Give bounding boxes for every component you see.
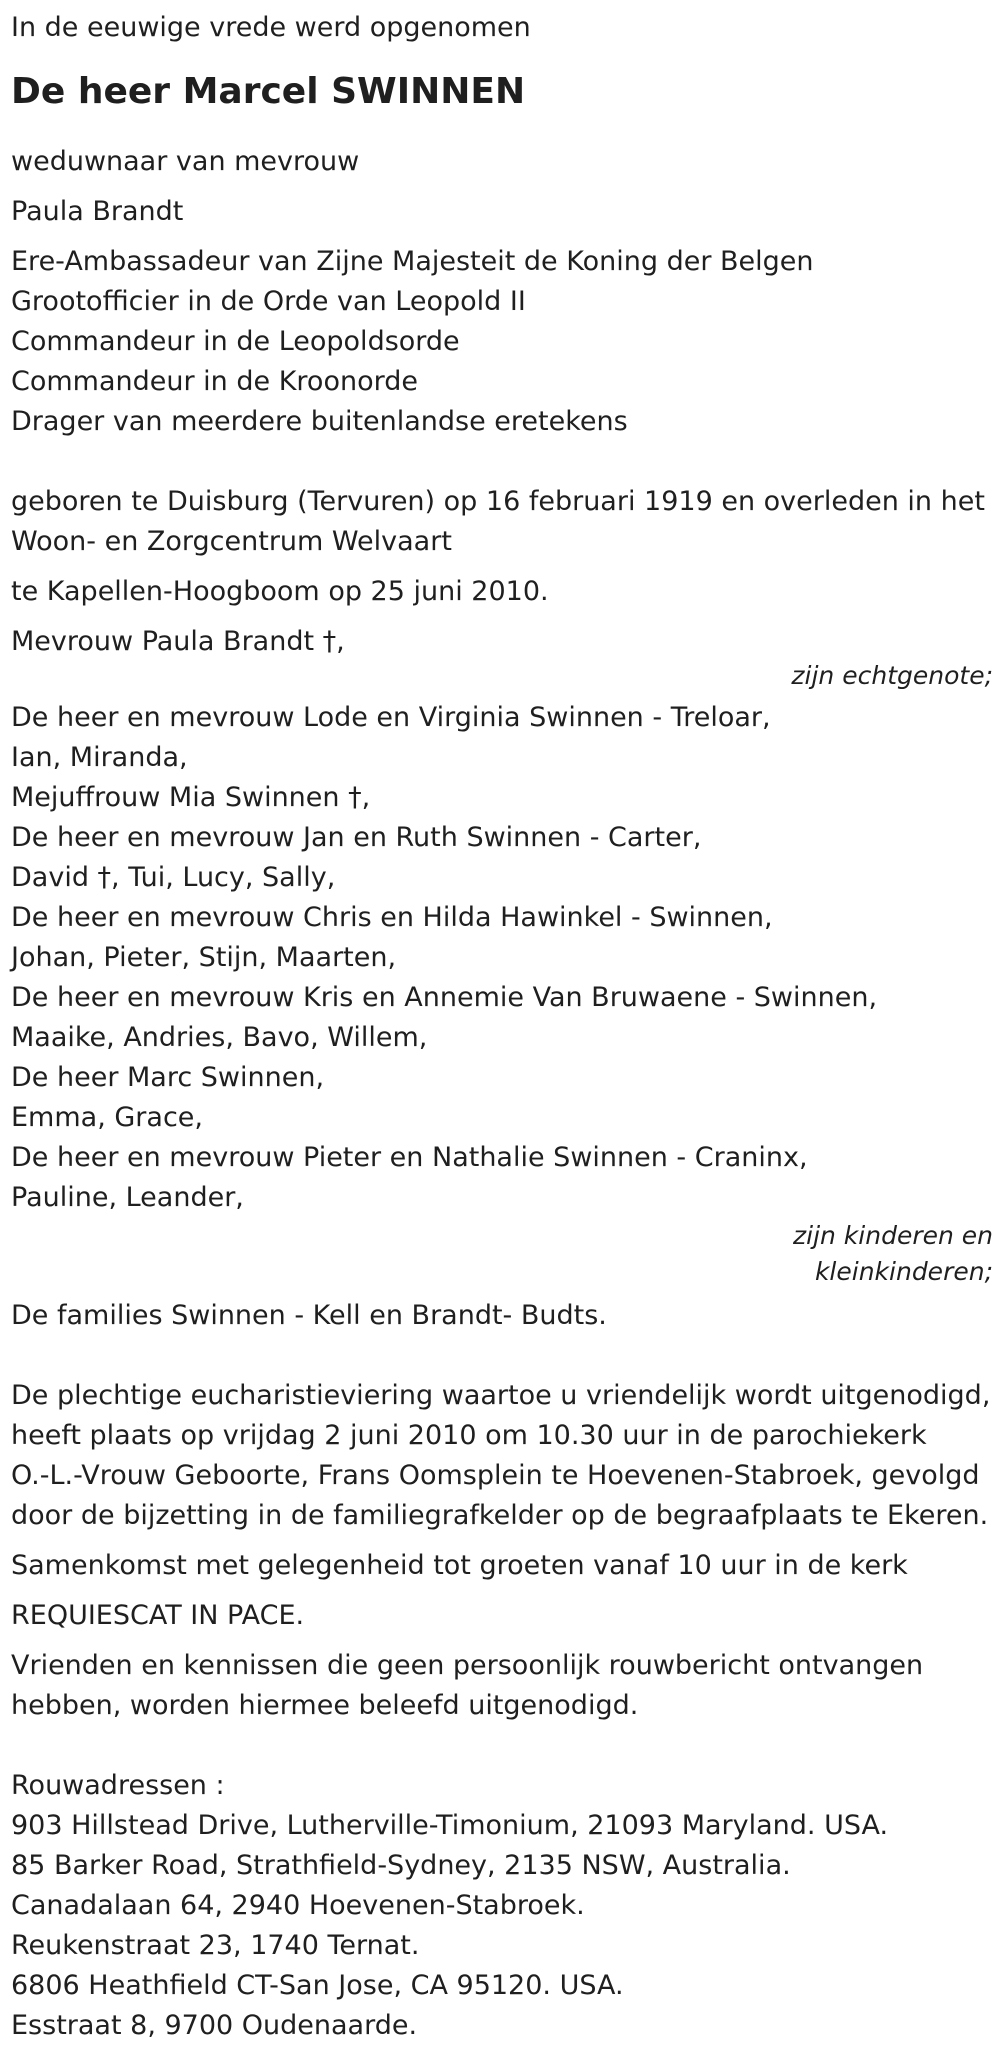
- honours-list: [11, 242, 993, 442]
- family-line: De heer Marc Swinnen,: [11, 1062, 325, 1093]
- address-line: 6806 Heathfield CT-San Jose, CA 95120. USA.: [11, 1970, 624, 2001]
- addresses-block: [11, 1766, 993, 2046]
- ceremony-line: De plechtige eucharistieviering waartoe u vriendelijk wordt uitgenodigd,: [11, 1380, 991, 1411]
- children-list: [11, 698, 993, 1218]
- honour-line: Ere-Ambassadeur van Zijne Majesteit de Koning der Belgen: [11, 246, 814, 277]
- family-line: Maaike, Andries, Bavo, Willem,: [11, 1022, 428, 1053]
- address-line: Reukenstraat 23, 1740 Ternat.: [11, 1930, 420, 1961]
- ceremony-line: O.-L.-Vrouw Geboorte, Frans Oomsplein te Hoevenen-Stabroek, gevolgd: [11, 1460, 980, 1491]
- spouse-name: Paula Brandt: [11, 196, 184, 227]
- children-note-line: kleinkinderen;: [814, 1257, 993, 1286]
- invitation-line: Vrienden en kennissen die geen persoonlijk rouwbericht ontvangen: [11, 1650, 924, 1681]
- spouse-intro: weduwnaar van mevrouw: [11, 146, 360, 177]
- address-line: 85 Barker Road, Strathfield-Sydney, 2135 NSW, Australia.: [11, 1850, 791, 1881]
- family-line: De heer en mevrouw Lode en Virginia Swinnen - Treloar,: [11, 702, 771, 733]
- honour-line: Drager van meerdere buitenlandse eretekens: [11, 406, 628, 437]
- birth-death-line: Woon- en Zorgcentrum Welvaart: [11, 526, 452, 557]
- family-line: Emma, Grace,: [11, 1102, 203, 1133]
- children-note: [11, 1218, 993, 1290]
- family-line: De heer en mevrouw Chris en Hilda Hawinkel - Swinnen,: [11, 902, 773, 933]
- requiescat-line: REQUIESCAT IN PACE.: [11, 1600, 305, 1631]
- ceremony-line: door de bijzetting in de familiegrafkelder op de begraafplaats te Ekeren.: [11, 1500, 989, 1531]
- address-line: Canadalaan 64, 2940 Hoevenen-Stabroek.: [11, 1890, 585, 1921]
- families-line: De families Swinnen - Kell en Brandt- Budts.: [11, 1300, 607, 1331]
- ceremony-line: heeft plaats op vrijdag 2 juni 2010 om 10.30 uur in de parochiekerk: [11, 1420, 927, 1451]
- invitation-block: [11, 1646, 993, 1726]
- family-line: Pauline, Leander,: [11, 1182, 244, 1213]
- wife-note: zijn echtgenote;: [791, 661, 993, 690]
- wife-line: Mevrouw Paula Brandt †,: [11, 626, 345, 657]
- family-line: De heer en mevrouw Kris en Annemie Van Bruwaene - Swinnen,: [11, 982, 878, 1013]
- deceased-name: De heer Marcel SWINNEN: [11, 71, 526, 112]
- birth-death-block: [11, 482, 993, 562]
- family-line: David †, Tui, Lucy, Sally,: [11, 862, 336, 893]
- obituary-document: [11, 8, 993, 2046]
- death-place: te Kapellen-Hoogboom op 25 juni 2010.: [11, 576, 549, 607]
- address-line: 903 Hillstead Drive, Lutherville-Timonium, 21093 Maryland. USA.: [11, 1810, 889, 1841]
- family-line: Ian, Miranda,: [11, 742, 188, 773]
- honour-line: Commandeur in de Kroonorde: [11, 366, 418, 397]
- ceremony-block: [11, 1376, 993, 1536]
- family-line: Johan, Pieter, Stijn, Maarten,: [11, 942, 397, 973]
- gathering-line: Samenkomst met gelegenheid tot groeten vanaf 10 uur in de kerk: [11, 1550, 908, 1581]
- addresses-label: Rouwadressen :: [11, 1770, 225, 1801]
- children-note-line: zijn kinderen en: [793, 1221, 993, 1250]
- family-line: Mejuffrouw Mia Swinnen †,: [11, 782, 371, 813]
- invitation-line: hebben, worden hiermee beleefd uitgenodigd.: [11, 1690, 639, 1721]
- honour-line: Grootofficier in de Orde van Leopold II: [11, 286, 526, 317]
- intro-text: In de eeuwige vrede werd opgenomen: [11, 12, 531, 43]
- birth-death-line: geboren te Duisburg (Tervuren) op 16 februari 1919 en overleden in het: [11, 486, 985, 517]
- address-line: Esstraat 8, 9700 Oudenaarde.: [11, 2010, 418, 2041]
- family-line: De heer en mevrouw Jan en Ruth Swinnen - Carter,: [11, 822, 702, 853]
- honour-line: Commandeur in de Leopoldsorde: [11, 326, 460, 357]
- family-line: De heer en mevrouw Pieter en Nathalie Swinnen - Craninx,: [11, 1142, 808, 1173]
